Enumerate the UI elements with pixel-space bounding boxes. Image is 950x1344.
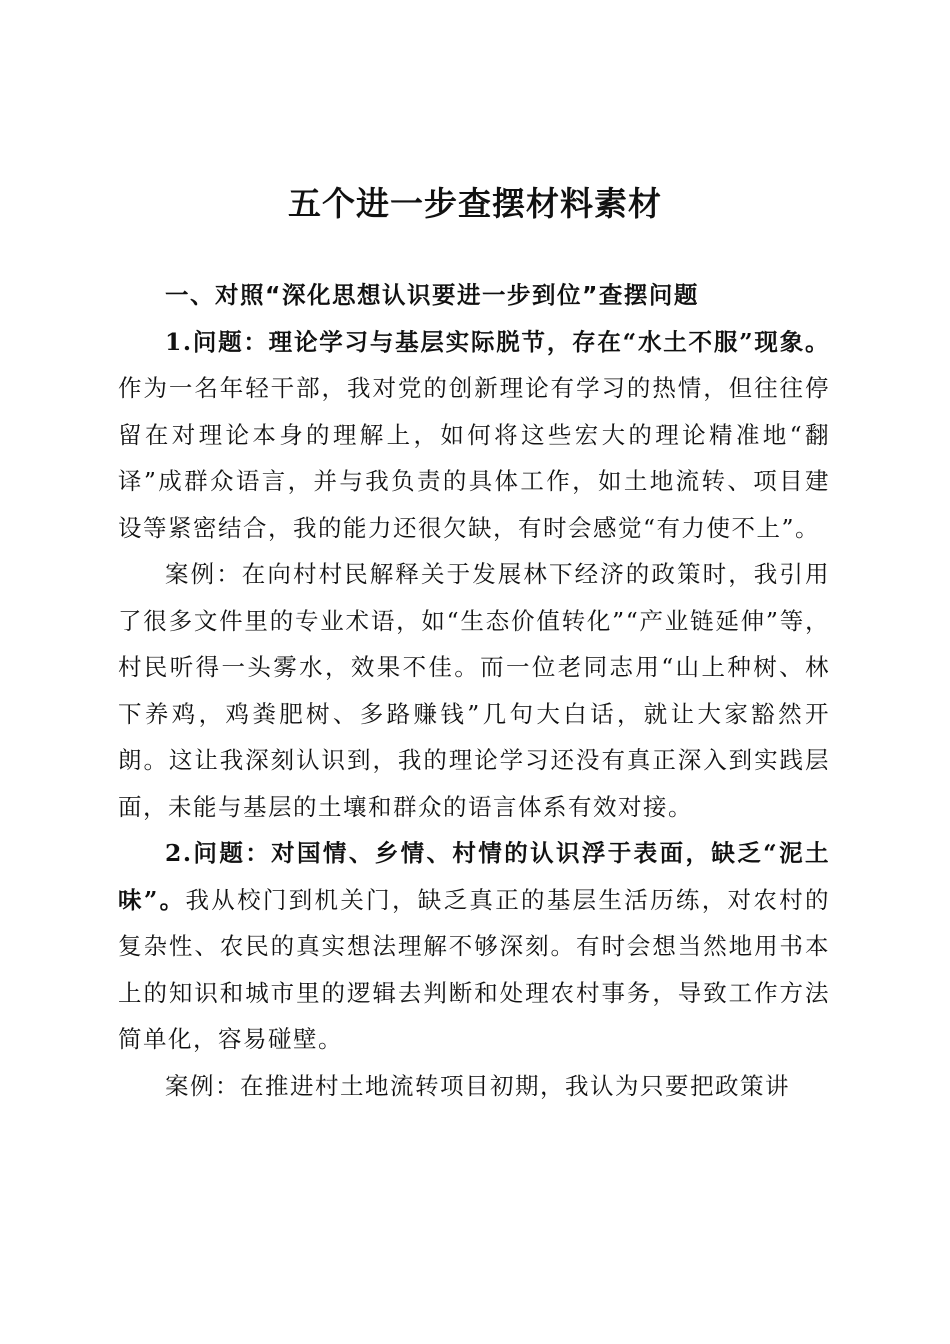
section-heading: 一、对照“深化思想认识要进一步到位”查摆问题	[165, 281, 699, 309]
problem-lead-1: 1.问题：理论学习与基层实际脱节，存在“水土不服”现象。	[165, 327, 830, 356]
problem-text-2: 我从校门到机关门，缺乏真正的基层生活历练，对农村的复杂性、农民的真实想法理解不够深刻。有时会想当然地用书本上的知识和城市里的逻辑去判断和处理农村事务，导致工作方法简单化，容易碰壁。	[118, 885, 830, 1053]
problem-paragraph-1	[118, 319, 830, 552]
document-title: 五个进一步查摆材料素材	[288, 184, 662, 223]
problem-lead-2: 2.问题：对国情、乡情、村情的认识浮于表面，缺乏“泥土味”。	[118, 839, 830, 914]
document-body	[118, 272, 830, 1109]
case-paragraph-1: 案例：在向村村民解释关于发展林下经济的政策时，我引用了很多文件里的专业术语，如“生态价值转化”“产业链延伸”等，村民听得一头雾水，效果不佳。而一位老同志用“山上种树、林下养鸡，鸡粪肥树、多路赚钱”几句大白话，就让大家豁然开朗。这让我深刻认识到，我的理论学习还没有真正深入到实践层面，未能与基层的土壤和群众的语言体系有效对接。	[118, 560, 830, 821]
case-paragraph-2: 案例：在推进村土地流转项目初期，我认为只要把政策讲	[165, 1071, 790, 1100]
problem-paragraph-2	[118, 830, 830, 1063]
problem-text-1: 作为一名年轻干部，我对党的创新理论有学习的热情，但往往停留在对理论本身的理解上，如何将这些宏大的理论精准地“翻译”成群众语言，并与我负责的具体工作，如土地流转、项目建设等紧密结合，我的能力还很欠缺，有时会感觉“有力使不上”。	[118, 374, 830, 542]
